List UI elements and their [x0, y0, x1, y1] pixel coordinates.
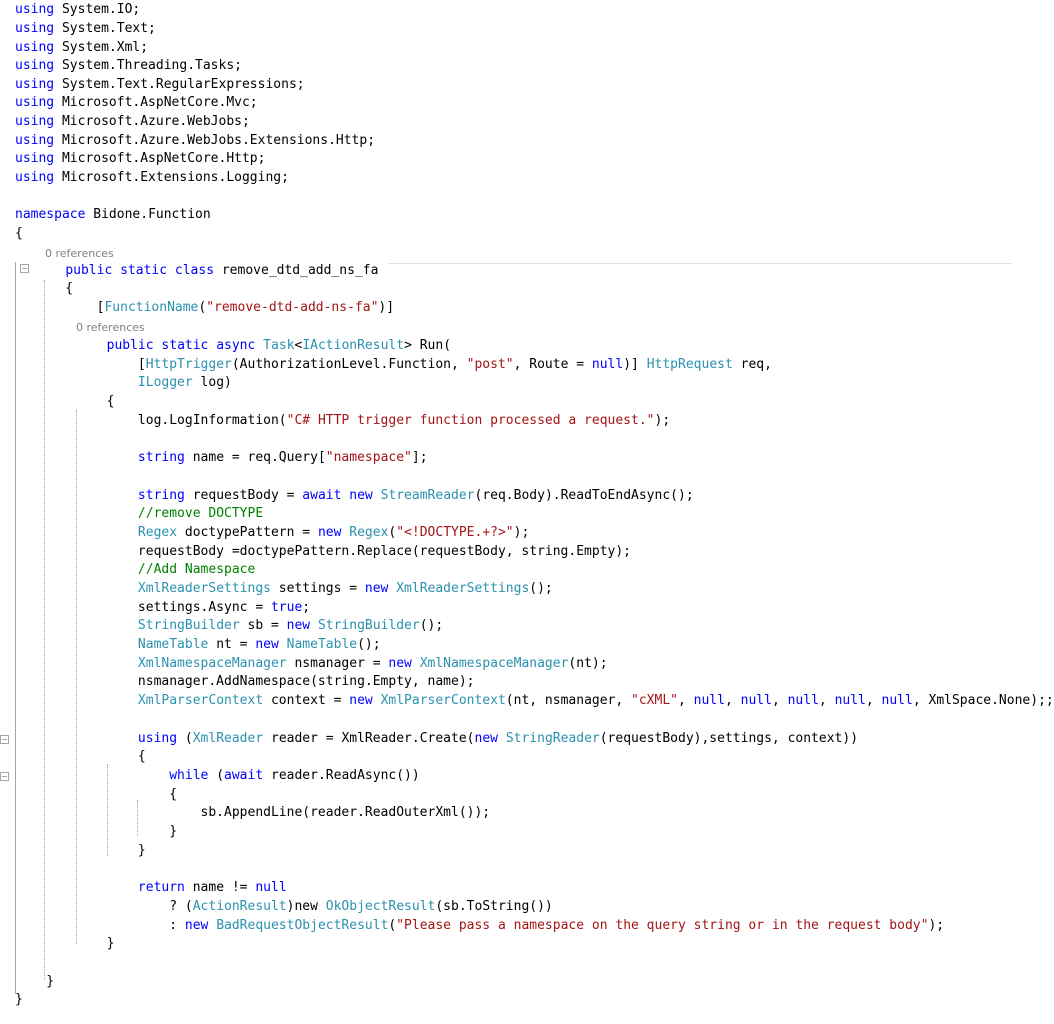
- code-token: NameTable: [286, 637, 358, 652]
- code-line[interactable]: [44, 337, 451, 355]
- code-token: log): [192, 375, 232, 390]
- code-token: await new: [302, 488, 373, 503]
- code-token: Microsoft.Azure.WebJobs.Extensions.Http;: [54, 133, 376, 148]
- code-line[interactable]: [15, 76, 305, 94]
- code-token: [44, 637, 138, 652]
- code-token: settings =: [270, 581, 365, 596]
- code-token: }: [44, 843, 146, 858]
- code-token: Task: [263, 338, 295, 353]
- code-token: reader.ReadAsync()): [263, 768, 420, 783]
- fold-using-icon[interactable]: [0, 735, 9, 744]
- code-token: System.Text;: [54, 21, 156, 36]
- code-token: );: [654, 413, 671, 428]
- code-token: new: [474, 731, 498, 746]
- code-token: using: [15, 58, 55, 73]
- code-token: name = req.Query[: [184, 450, 326, 465]
- code-token: Microsoft.Azure.WebJobs;: [54, 114, 250, 129]
- code-token: }: [15, 974, 55, 989]
- code-token: reader = XmlReader.Create(: [263, 731, 475, 746]
- code-token: null: [787, 693, 819, 708]
- code-token: new: [286, 618, 311, 633]
- code-token: :: [44, 918, 185, 933]
- code-token: (: [388, 918, 397, 933]
- code-token: //remove DOCTYPE: [137, 506, 264, 521]
- code-token: ();: [419, 618, 444, 633]
- code-token: [44, 581, 138, 596]
- code-token: System.Text.RegularExpressions;: [54, 77, 305, 92]
- code-token: "cXML": [631, 693, 678, 708]
- code-token: ();: [529, 581, 553, 596]
- code-token: context =: [263, 693, 350, 708]
- code-token: [412, 656, 420, 671]
- code-token: (: [198, 300, 207, 315]
- code-line[interactable]: [44, 842, 146, 860]
- code-line[interactable]: [44, 617, 443, 635]
- code-token: }: [15, 992, 23, 1007]
- code-token: true: [270, 600, 303, 615]
- code-line[interactable]: [44, 561, 255, 579]
- code-token: (nt, nsmanager,: [505, 693, 632, 708]
- code-token: > Run(: [404, 338, 452, 353]
- code-token: nsmanager.AddNamespace(string.Empty, name);: [44, 674, 475, 689]
- code-token: HttpTrigger: [145, 357, 232, 372]
- code-line[interactable]: [34, 299, 394, 317]
- code-token: XmlNamespaceManager: [419, 656, 569, 671]
- code-token: null: [693, 693, 725, 708]
- code-token: ();: [357, 637, 381, 652]
- code-token: Regex: [137, 525, 178, 540]
- code-token: {: [34, 281, 74, 296]
- code-token: [44, 768, 169, 783]
- code-token: using: [15, 170, 55, 185]
- code-token: StringBuilder: [317, 618, 420, 633]
- code-token: }: [44, 936, 115, 951]
- code-token: System.IO;: [54, 2, 141, 17]
- code-line[interactable]: [44, 748, 146, 766]
- code-token: {: [44, 787, 178, 802]
- code-token: null: [591, 357, 624, 372]
- code-token: using: [15, 21, 55, 36]
- code-token: }: [44, 824, 178, 839]
- code-token: XmlParserContext: [137, 693, 264, 708]
- code-token: BadRequestObjectResult: [216, 918, 389, 933]
- code-token: HttpRequest: [646, 357, 733, 372]
- code-token: (: [177, 731, 193, 746]
- code-token: (AuthorizationLevel.Function,: [231, 357, 467, 372]
- code-token: [: [44, 357, 146, 372]
- code-token: using: [137, 731, 178, 746]
- code-token: [44, 450, 138, 465]
- code-token: Microsoft.Extensions.Logging;: [54, 170, 289, 185]
- code-line[interactable]: [15, 113, 250, 131]
- code-line[interactable]: [44, 730, 858, 748]
- code-token: (sb.ToString()): [435, 899, 553, 914]
- code-token: );: [513, 525, 530, 540]
- code-token: ,: [865, 693, 882, 708]
- code-lens-class-references[interactable]: 0 references: [45, 247, 114, 260]
- code-line[interactable]: [15, 169, 289, 187]
- code-token: [373, 488, 381, 503]
- code-line[interactable]: [44, 673, 474, 691]
- code-line[interactable]: [34, 262, 378, 280]
- code-token: ActionResult: [192, 899, 287, 914]
- code-line[interactable]: [15, 150, 265, 168]
- code-token: ;: [302, 600, 311, 615]
- code-token: {: [44, 394, 115, 409]
- code-token: "C# HTTP trigger function processed a request.": [286, 413, 655, 428]
- code-line[interactable]: [34, 280, 73, 298]
- code-token: "post": [466, 357, 514, 372]
- code-token: ,: [724, 693, 741, 708]
- code-line[interactable]: [44, 786, 177, 804]
- code-token: StreamReader: [380, 488, 475, 503]
- code-token: using: [15, 77, 55, 92]
- code-line[interactable]: [15, 132, 375, 150]
- code-token: string: [137, 450, 185, 465]
- code-line[interactable]: [15, 206, 211, 224]
- code-token: namespace: [15, 207, 86, 222]
- code-token: remove_dtd_add_ns_fa: [214, 263, 379, 278]
- code-token: [44, 525, 138, 540]
- code-token: new: [317, 525, 342, 540]
- code-line[interactable]: [44, 543, 631, 561]
- code-token: [: [34, 300, 105, 315]
- code-token: while: [169, 768, 209, 783]
- code-token: [279, 637, 287, 652]
- code-token: (: [388, 525, 397, 540]
- code-token: string: [137, 488, 185, 503]
- code-line[interactable]: [15, 1, 140, 19]
- code-token: (nt);: [568, 656, 608, 671]
- code-line[interactable]: [44, 599, 310, 617]
- code-token: <: [294, 338, 303, 353]
- code-line[interactable]: [44, 393, 114, 411]
- code-token: StringBuilder: [137, 618, 240, 633]
- code-token: {: [15, 226, 23, 241]
- code-token: {: [44, 749, 146, 764]
- code-token: System.Xml;: [54, 40, 149, 55]
- code-token: [44, 731, 138, 746]
- code-token: using: [15, 2, 55, 17]
- code-token: (req.Body).ReadToEndAsync();: [474, 488, 694, 503]
- code-line[interactable]: [15, 39, 148, 57]
- code-token: [44, 618, 138, 633]
- code-token: return: [137, 880, 185, 895]
- code-token: public static class: [65, 263, 215, 278]
- fold-while-icon[interactable]: [0, 772, 9, 781]
- code-token: nsmanager =: [286, 656, 389, 671]
- code-token: );: [928, 918, 945, 933]
- code-token: "Please pass a namespace on the query string or in the request body": [396, 918, 929, 933]
- code-token: Regex: [349, 525, 389, 540]
- code-token: ,: [678, 693, 694, 708]
- code-token: )]: [378, 300, 395, 315]
- code-line[interactable]: [15, 973, 54, 991]
- code-token: null: [881, 693, 913, 708]
- code-line[interactable]: [44, 935, 114, 953]
- code-token: settings.Async =: [44, 600, 271, 615]
- code-line[interactable]: [44, 580, 553, 598]
- code-line[interactable]: [44, 692, 1054, 710]
- code-token: //Add Namespace: [137, 562, 256, 577]
- code-token: [44, 693, 138, 708]
- current-line-highlight: [388, 263, 1012, 264]
- code-lens-method-references[interactable]: 0 references: [76, 321, 145, 334]
- code-line[interactable]: [44, 879, 287, 897]
- code-line[interactable]: [15, 57, 242, 75]
- code-line[interactable]: [44, 823, 177, 841]
- code-token: [44, 488, 138, 503]
- code-token: Bidone.Function: [85, 207, 211, 222]
- code-line[interactable]: [44, 412, 670, 430]
- code-token: name !=: [184, 880, 256, 895]
- code-line[interactable]: [44, 636, 381, 654]
- code-token: "namespace": [325, 450, 412, 465]
- code-token: using: [15, 133, 55, 148]
- code-line[interactable]: [44, 356, 772, 374]
- code-token: [44, 338, 107, 353]
- code-token: await: [224, 768, 264, 783]
- code-token: ? (: [44, 899, 193, 914]
- code-token: [34, 263, 65, 278]
- code-token: OkObjectResult: [325, 899, 436, 914]
- code-token: null: [740, 693, 772, 708]
- code-token: sb =: [239, 618, 287, 633]
- code-token: , XmlSpace.None);;: [912, 693, 1054, 708]
- code-token: Microsoft.AspNetCore.Http;: [54, 151, 266, 166]
- code-token: System.Threading.Tasks;: [54, 58, 242, 73]
- code-line[interactable]: [15, 991, 23, 1009]
- code-token: ILogger: [137, 375, 193, 390]
- code-token: new: [184, 918, 209, 933]
- code-token: )]: [623, 357, 647, 372]
- code-token: [255, 338, 263, 353]
- code-token: StringReader: [505, 731, 600, 746]
- code-token: "remove-dtd-add-ns-fa": [206, 300, 379, 315]
- code-line[interactable]: [44, 449, 428, 467]
- code-line[interactable]: [44, 804, 490, 822]
- code-token: requestBody =doctypePattern.Replace(requestBody, string.Empty);: [44, 544, 631, 559]
- code-token: nt =: [208, 637, 256, 652]
- code-token: req,: [732, 357, 772, 372]
- code-token: IActionResult: [302, 338, 405, 353]
- code-token: )new: [286, 899, 326, 914]
- code-line[interactable]: [15, 94, 258, 112]
- code-token: ,: [818, 693, 835, 708]
- code-token: [44, 880, 138, 895]
- code-line[interactable]: [44, 898, 553, 916]
- code-token: [44, 506, 138, 521]
- code-line[interactable]: [44, 487, 694, 505]
- code-token: null: [255, 880, 287, 895]
- code-token: FunctionName: [104, 300, 199, 315]
- code-line[interactable]: [44, 524, 529, 542]
- code-token: using: [15, 114, 55, 129]
- code-token: new: [388, 656, 412, 671]
- code-token: [373, 693, 381, 708]
- code-line[interactable]: [44, 767, 420, 785]
- code-token: new: [255, 637, 279, 652]
- code-token: using: [15, 95, 55, 110]
- code-token: [498, 731, 506, 746]
- code-token: doctypePattern =: [177, 525, 318, 540]
- code-token: [44, 562, 138, 577]
- code-token: null: [834, 693, 866, 708]
- code-token: XmlNamespaceManager: [137, 656, 287, 671]
- code-token: [44, 656, 138, 671]
- code-token: ];: [411, 450, 428, 465]
- code-token: Microsoft.AspNetCore.Mvc;: [54, 95, 258, 110]
- fold-class-icon[interactable]: [20, 264, 29, 273]
- code-token: ,: [771, 693, 788, 708]
- code-token: using: [15, 151, 55, 166]
- code-token: XmlReaderSettings: [137, 581, 271, 596]
- code-token: (: [208, 768, 225, 783]
- code-line[interactable]: [44, 655, 608, 673]
- code-token: using: [15, 40, 55, 55]
- code-token: [44, 375, 138, 390]
- code-token: log.LogInformation(: [44, 413, 287, 428]
- code-token: (requestBody),settings, context)): [599, 731, 859, 746]
- code-token: public static async: [106, 338, 256, 353]
- code-line[interactable]: [44, 917, 944, 935]
- code-token: [310, 618, 318, 633]
- code-token: NameTable: [137, 637, 209, 652]
- code-line[interactable]: [15, 225, 23, 243]
- code-line[interactable]: [15, 20, 156, 38]
- code-token: sb.AppendLine(reader.ReadOuterXml());: [44, 805, 491, 820]
- code-token: XmlReader: [192, 731, 264, 746]
- code-token: XmlParserContext: [380, 693, 506, 708]
- code-token: XmlReaderSettings: [396, 581, 530, 596]
- code-token: new: [349, 693, 373, 708]
- code-token: "<!DOCTYPE.+?>": [396, 525, 514, 540]
- outline-bar-namespace: [15, 262, 16, 994]
- code-token: , Route =: [513, 357, 592, 372]
- code-token: requestBody =: [184, 488, 303, 503]
- code-token: new: [364, 581, 389, 596]
- code-line[interactable]: [44, 505, 263, 523]
- code-line[interactable]: [44, 374, 232, 392]
